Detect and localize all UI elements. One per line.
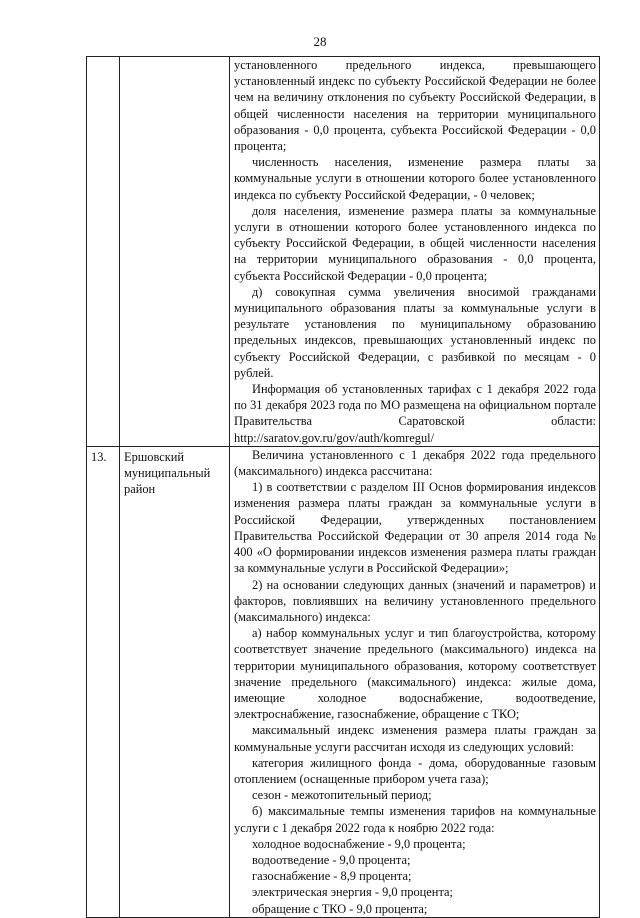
paragraph: максимальный индекс изменения размера платы граждан за коммунальные услуги рассчитан исходя из следующих условий: [234, 723, 596, 754]
paragraph: установленного предельного индекса, превышающего установленный индекс по субъекту Российской Федерации не более чем на величину отклонения по субъекту Российской Федерации, в общей численности населения на территории муниципального образования - 0,0 процента, субъекта Российской Федерации - 0,0 процента; [234, 58, 596, 154]
paragraph: а) набор коммунальных услуг и тип благоустройства, которому соответствует значение предельного (максимального) индекса на территории муниципального образования, которому соответствует значение предельного (максимального) индекса: жилые дома, имеющие холодное водоснабжение, водоотведение, электроснабжение, газоснабжение, обращение с ТКО; [234, 626, 596, 722]
paragraph: д) совокупная сумма увеличения вносимой гражданами муниципального образования платы за коммунальные услуги в результате установления по муниципальному образованию предельных индексов, превышающих установленный индекс по субъекту Российской Федерации, с разбивкой по месяцам - 0 рублей. [234, 284, 596, 380]
municipality-name-cell: Ершовский муниципальный район [120, 446, 230, 917]
description-cell [230, 446, 600, 917]
paragraph: холодное водоснабжение - 9,0 процента; [252, 836, 466, 851]
paragraph: Величина установленного с 1 декабря 2022 года предельного (максимального) индекса рассчитана: [234, 447, 596, 479]
paragraph: газоснабжение - 8,9 процента; [252, 869, 412, 884]
portal-info-paragraph: Информация об установленных тарифах с 1 декабря 2022 года по 31 декабря 2023 года по МО размещена на официальном портале Правительства Саратовской области: http://saratov.gov.ru/gov/auth/komregul/ [234, 382, 596, 445]
page-number: 28 [313, 34, 327, 49]
paragraph: 1) в соответствии с разделом III Основ формирования индексов изменения размера платы граждан за коммунальные услуги в Российской Федерации, утвержденных постановлением Правительства Российской Федерации от 30 апреля 2014 года № 400 «О формировании индексов изменения размера платы граждан за коммунальные услуги в Российской Федерации»; [234, 480, 596, 576]
table-row [87, 57, 600, 447]
paragraph: водоотведение - 9,0 процента; [252, 852, 411, 867]
document-table [86, 56, 600, 918]
paragraph: численность населения, изменение размера платы за коммунальные услуги в отношении которого более установленного индекса по субъекту Российской Федерации, - 0 человек; [234, 155, 596, 202]
paragraph: обращение с ТКО - 9,0 процента; [252, 901, 428, 916]
row-number-cell [87, 57, 120, 447]
paragraph: б) максимальные темпы изменения тарифов на коммунальные услуги с 1 декабря 2022 года к ноябрю 2022 года: [234, 804, 596, 835]
table-row [87, 446, 600, 917]
municipality-name-cell [120, 57, 230, 447]
row-number-cell: 13. [87, 446, 120, 917]
paragraph: 2) на основании следующих данных (значений и параметров) и факторов, повлиявших на величину установленного предельного (максимального) индекса: [234, 577, 596, 624]
paragraph: категория жилищного фонда - дома, оборудованные газовым отоплением (оснащенные прибором учета газа); [234, 755, 596, 786]
description-cell [230, 57, 600, 447]
paragraph: сезон - межотопительный период; [252, 788, 432, 803]
paragraph: доля населения, изменение размера платы за коммунальные услуги в отношении которого более установленного индекса по субъекту Российской Федерации, в общей численности населения на территории муниципального образования - 0,0 процента, субъекта Российской Федерации - 0,0 процента; [234, 203, 596, 283]
paragraph: электрическая энергия - 9,0 процента; [252, 885, 453, 900]
